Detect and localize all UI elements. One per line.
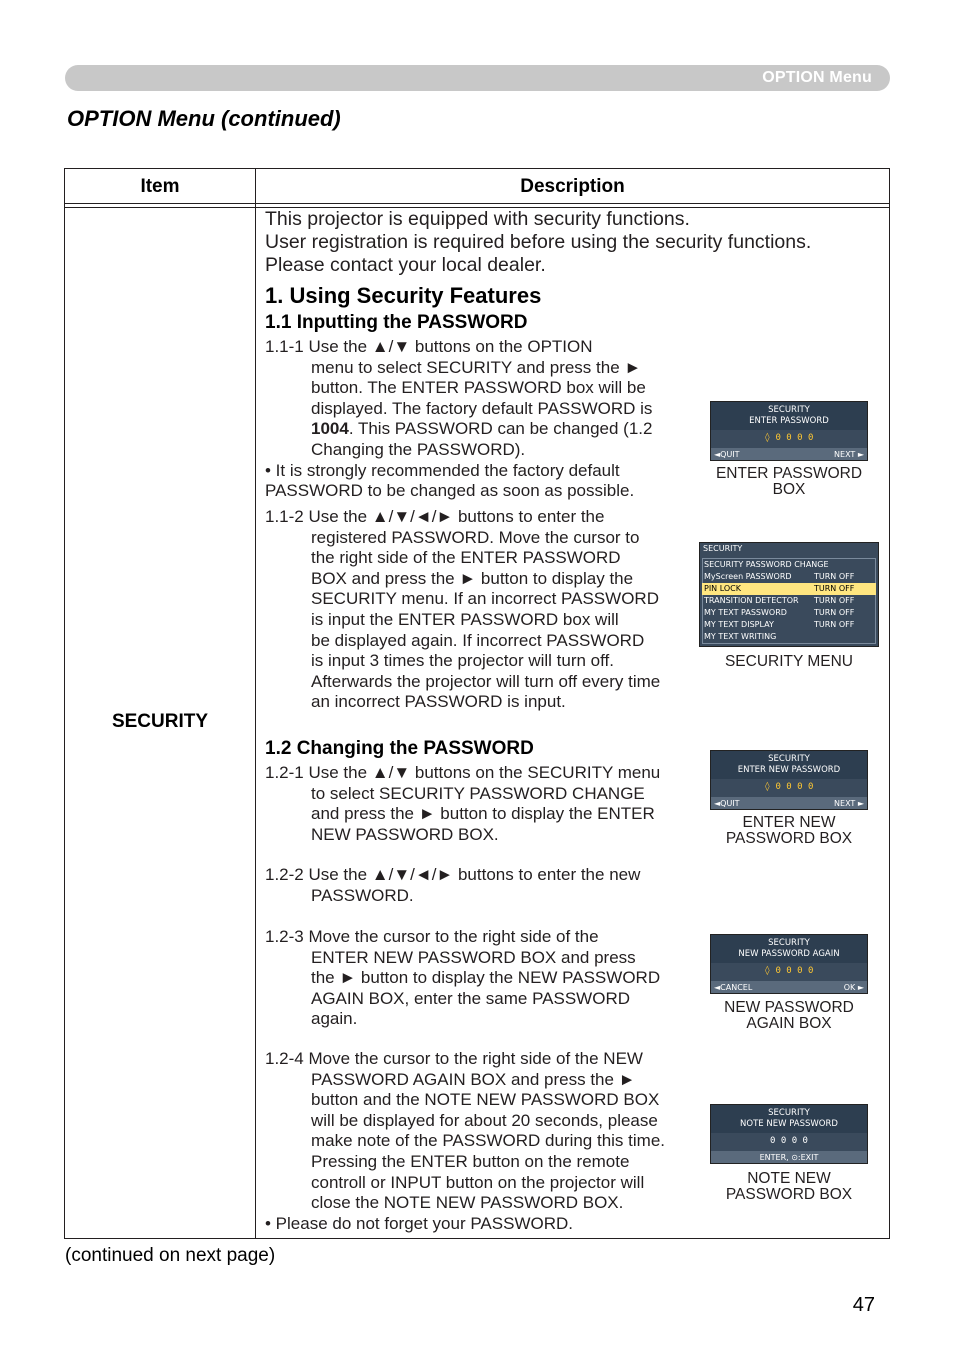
osd-caption: PASSWORD BOX [725,830,853,847]
intro-line: User registration is required before using the security functions. [265,231,812,253]
step-lead: 1.2-2 Use the ▲/▼/◄/► buttons to enter the new [265,865,641,884]
step-line: SECURITY menu. If an incorrect PASSWORD [311,589,659,609]
menu-row: MY TEXT DISPLAY TURN OFF [704,620,855,629]
section-label: OPTION Menu [762,69,872,86]
step-line: to select SECURITY PASSWORD CHANGE [311,783,645,803]
step-line: make note of the PASSWORD during this time. [311,1131,665,1151]
step-line: ENTER NEW PASSWORD BOX and press [311,947,636,967]
osd-caption: ENTER NEW [742,814,836,831]
menu-row-selected: PIN LOCK TURN OFF [702,583,876,595]
section-heading: 1. Using Security Features [265,283,542,308]
final-note: • Please do not forget your PASSWORD. [265,1213,573,1233]
osd-caption: BOX [772,481,806,498]
osd-caption: AGAIN BOX [746,1015,832,1032]
enter-new-password-osd [710,750,868,810]
osd-cancel: ◄CANCEL [714,983,753,992]
column-header-item: Item [140,176,180,197]
intro-line: Please contact your local dealer. [265,254,546,276]
item-name: SECURITY [111,711,209,732]
step-line: controll or INPUT button on the projector will [311,1172,645,1192]
intro-line: This projector is equipped with security functions. [265,208,690,230]
osd-subtitle: NEW PASSWORD AGAIN [738,949,840,959]
step-line: registered PASSWORD. Move the cursor to [311,527,640,547]
step-line: is input the ENTER PASSWORD box will [311,610,619,629]
step-line: Afterwards the projector will turn off every time [311,671,661,691]
osd-caption: PASSWORD BOX [725,1186,853,1203]
step-line: displayed. The factory default PASSWORD is [311,398,653,418]
menu-row: TRANSITION DETECTOR TURN OFF [704,596,855,605]
osd-ok: OK ► [843,983,864,992]
step-line: close the NOTE NEW PASSWORD BOX. [311,1193,624,1213]
step-lead: 1.1-2 Use the ▲/▼/◄/► buttons to enter the [265,507,605,526]
step-line: an incorrect PASSWORD is input. [311,692,566,712]
osd-next: NEXT ► [834,450,864,459]
page-number: 47 [852,1294,875,1316]
osd-exit-hint: ENTER, ⊙:EXIT [759,1153,819,1162]
step-line-rest: . This PASSWORD can be changed (1.2 [348,419,653,439]
osd-quit: ◄QUIT [714,799,740,808]
header-divider [65,203,889,204]
osd-password-code: ◊ 0 0 0 0 [764,966,814,976]
step-line: Changing the PASSWORD). [311,440,526,459]
step-lead: 1.2-4 Move the cursor to the right side of the NEW [265,1049,643,1068]
step-line: NEW PASSWORD BOX. [311,824,499,844]
menu-row: SECURITY PASSWORD CHANGE [704,560,829,569]
osd-caption: SECURITY MENU [724,653,854,670]
step-line: be displayed again. If incorrect PASSWORD [311,630,645,650]
page-title: OPTION Menu (continued) [67,106,341,131]
step-line: will be displayed for about 20 seconds, please [311,1110,658,1130]
osd-subtitle: ENTER PASSWORD [749,416,829,426]
osd-quit: ◄QUIT [714,450,740,459]
step-line: and press the ► button to display the ENTER [311,804,655,824]
osd-title: SECURITY [768,1108,810,1118]
subsection-heading: 1.1 Inputting the PASSWORD [265,312,528,333]
osd-subtitle: NOTE NEW PASSWORD [740,1119,838,1129]
note-line: • It is strongly recommended the factory default [265,460,620,480]
step-line: again. [311,1009,358,1029]
osd-next: NEXT ► [834,799,864,808]
step-line: button. The ENTER PASSWORD box will be [311,378,646,398]
note-new-password-osd [710,1104,868,1164]
step-line: AGAIN BOX, enter the same PASSWORD [311,988,631,1008]
step-line: PASSWORD. [311,885,414,905]
default-password: 1004 [311,419,349,439]
step-lead: 1.2-1 Use the ▲/▼ buttons on the SECURITY menu [265,763,661,782]
step-line: button and the NOTE NEW PASSWORD BOX [311,1090,660,1110]
step-line [311,419,652,440]
osd-password-code: ◊ 0 0 0 0 [764,782,814,792]
continued-note: (continued on next page) [65,1245,276,1266]
section-header-bar [65,65,890,91]
osd-caption: ENTER PASSWORD [715,465,863,482]
step-lead: 1.1-1 Use the ▲/▼ buttons on the OPTION [265,337,593,356]
enter-password-osd [710,401,868,461]
osd-caption: NOTE NEW [747,1170,831,1187]
column-header-description: Description [520,176,625,197]
menu-row: MY TEXT PASSWORD TURN OFF [704,608,855,617]
osd-caption: NEW PASSWORD [724,999,854,1016]
step-line: is input 3 times the projector will turn off. [311,651,614,671]
menu-row: MyScreen PASSWORD TURN OFF [704,572,855,581]
step-line: menu to select SECURITY and press the ► [311,357,642,377]
new-password-again-osd [710,934,868,994]
osd-title: SECURITY [768,938,810,948]
note-line: PASSWORD to be changed as soon as possible. [265,481,635,501]
step-line: PASSWORD AGAIN BOX and press the ► [311,1069,636,1089]
osd-title: SECURITY [768,754,810,764]
osd-password-code: 0 0 0 0 [770,1136,808,1146]
column-divider [255,169,256,1238]
menu-row: MY TEXT WRITING [704,632,777,641]
step-line: the right side of the ENTER PASSWORD [311,548,621,568]
osd-title: SECURITY [768,405,810,415]
security-menu-osd [699,542,879,647]
step-line: Pressing the ENTER button on the remote [311,1152,630,1171]
step-line: BOX and press the ► button to display the [311,568,634,588]
menu-title: SECURITY [703,544,743,553]
subsection-heading: 1.2 Changing the PASSWORD [265,738,534,759]
osd-password-code: ◊ 0 0 0 0 [764,433,814,443]
step-lead: 1.2-3 Move the cursor to the right side of the [265,927,599,946]
step-line: the ► button to display the NEW PASSWORD [311,968,661,988]
osd-subtitle: ENTER NEW PASSWORD [737,765,841,775]
